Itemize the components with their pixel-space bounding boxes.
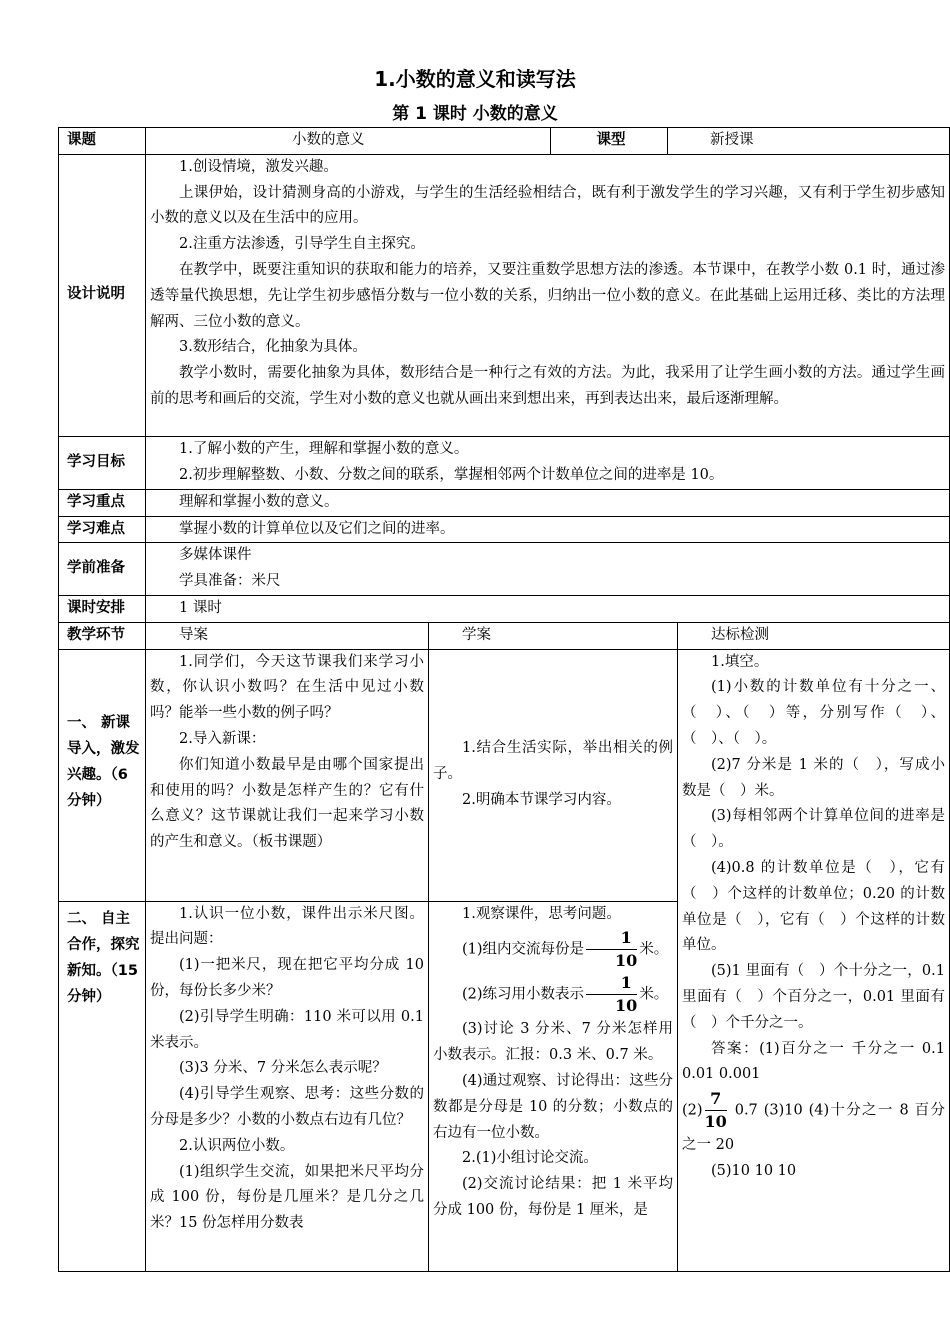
section2-study xyxy=(429,901,678,1271)
section2-label: 二、 自主合作，探究新知。（15 分钟） xyxy=(59,901,146,1271)
design-paragraph: 教学小数时，需要化抽象为具体，数形结合是一种行之有效的方法。为此，我采用了让学生画小数的方法。通过学生画前的思考和画后的交流，学生对小数的意义也就从画出来到想出来，再到表达出来，最后逐渐理解。 xyxy=(150,365,945,407)
design-paragraph: 上课伊始，设计猜测身高的小游戏，与学生的生活经验相结合，既有利于激发学生的学习兴趣，又有利于学生初步感知小数的意义以及在生活中的应用。 xyxy=(150,184,945,227)
difficulty-value: 掌握小数的计算单位以及它们之间的进率。 xyxy=(179,520,455,537)
study-paragraph: (2)交流讨论结果：把 1 米平均分成 100 份，每份是 1 厘米，是 xyxy=(433,1176,673,1218)
key-point-row xyxy=(59,489,950,516)
section1-study xyxy=(429,649,678,901)
section1-guide xyxy=(146,649,429,901)
check-header: 达标检测 xyxy=(711,626,769,643)
answer-line-2: (2) $\frac{7}{10}$ 0.7 (3)10 (4)十分之一 8 百分之一 20 xyxy=(682,1089,945,1154)
fraction-1-10: $\frac{1}{10}$ xyxy=(586,972,637,1017)
design-content xyxy=(146,154,950,436)
goal-item: 2.初步理解整数、小数、分数之间的联系，掌握相邻两个计数单位之间的进率是 10。 xyxy=(179,466,724,483)
difficulty-label: 学习难点 xyxy=(59,516,146,543)
guide-paragraph: 1.认识一位小数，课件出示米尺图。提出问题： xyxy=(150,905,424,948)
guide-paragraph: 2.导入新课： xyxy=(179,730,266,747)
study-paragraph: (3)讨论 3 分米、7 分米怎样用小数表示。汇报：0.3 米、0.7 米。 xyxy=(433,1021,673,1064)
goals-label: 学习目标 xyxy=(59,436,146,489)
lesson-plan-table xyxy=(58,127,950,1272)
answer-line: (5)10 10 10 xyxy=(711,1162,797,1179)
study-paragraph: (1)组内交流每份是 $\frac{1}{10}$ 米。 xyxy=(462,928,669,971)
check-item: (5)1 里面有（ ）个十分之一，0.1 里面有（ ）个百分之一，0.01 里面有（ ）个千分之一。 xyxy=(682,963,945,1031)
section2-guide xyxy=(146,901,429,1271)
columns-header-row xyxy=(59,622,950,649)
teaching-step-label: 教学环节 xyxy=(59,622,146,649)
guide-paragraph: 2.认识两位小数。 xyxy=(179,1137,295,1154)
preparation-item: 学具准备：米尺 xyxy=(179,573,281,590)
schedule-value: 1 课时 xyxy=(179,599,222,616)
key-point-value: 理解和掌握小数的意义。 xyxy=(179,493,339,510)
goals-row xyxy=(59,436,950,489)
goal-item: 1.了解小数的产生，理解和掌握小数的意义。 xyxy=(179,440,469,457)
guide-paragraph: (4)引导学生观察、思考：这些分数的分母是多少？小数的小数点右边有几位？ xyxy=(150,1086,424,1128)
study-header: 学案 xyxy=(462,626,491,643)
topic-label: 课题 xyxy=(59,128,146,155)
fraction-1-10: $\frac{1}{10}$ xyxy=(586,927,637,972)
design-paragraph: 2.注重方法渗透，引导学生自主探究。 xyxy=(179,236,425,253)
study-paragraph: 1.结合生活实际，举出相关的例子。 xyxy=(433,740,673,783)
check-item: 1.填空。 xyxy=(711,653,769,670)
guide-paragraph: (3)3 分米、7 分米怎么表示呢？ xyxy=(179,1060,387,1077)
section1-label: 一、 新课导入，激发兴趣。（6 分钟） xyxy=(59,649,146,901)
study-paragraph: 2.(1)小组讨论交流。 xyxy=(462,1150,598,1167)
study-paragraph: 1.观察课件，思考问题。 xyxy=(462,905,621,922)
guide-paragraph: 你们知道小数最早是由哪个国家提出和使用的吗？小数是怎样产生的？它有什么意义？这节课就让我们一起来学习小数的产生和意义。（板书课题） xyxy=(150,756,424,851)
design-paragraph: 1.创设情境，激发兴趣。 xyxy=(179,158,338,175)
check-item: (4)0.8 的计数单位是（ ），它有（ ）个这样的计数单位；0.20 的计数单位是（ ），它有（ ）个这样的计数单位。 xyxy=(682,859,945,954)
study-paragraph: (4)通过观察、讨论得出：这些分数都是分母是 10 的分数；小数点的右边有一位小数。 xyxy=(433,1072,673,1141)
design-label: 设计说明 xyxy=(59,154,146,436)
preparation-item: 多媒体课件 xyxy=(179,547,252,564)
type-label: 课型 xyxy=(551,128,668,155)
check-content xyxy=(678,649,950,1271)
schedule-label: 课时安排 xyxy=(59,595,146,622)
design-paragraph: 3.数形结合，化抽象为具体。 xyxy=(179,339,367,356)
type-value: 新授课 xyxy=(668,128,950,155)
study-paragraph: (2)练习用小数表示 $\frac{1}{10}$ 米。 xyxy=(462,973,669,1016)
fraction-7-10: $\frac{7}{10}$ xyxy=(704,1089,727,1132)
document-title: 1.小数的意义和读写法 xyxy=(374,67,576,91)
schedule-row xyxy=(59,595,950,622)
check-item: (2)7 分米是 1 米的（ ），写成小数是（ ）米。 xyxy=(682,756,945,799)
check-item: (1)小数的计数单位有十分之一、（ ）、（ ）等，分别写作（ ）、（ ）、（ ）。 xyxy=(682,679,945,747)
key-point-label: 学习重点 xyxy=(59,489,146,516)
preparation-label: 学前准备 xyxy=(59,543,146,596)
check-item: (3)每相邻两个计算单位间的进率是（ ）。 xyxy=(682,808,945,851)
guide-paragraph: (2)引导学生明确：110 米可以用 0.1 米表示。 xyxy=(150,1008,424,1051)
preparation-row xyxy=(59,543,950,596)
difficulty-row xyxy=(59,516,950,543)
guide-paragraph: (1)组织学生交流，如果把米尺平均分成 100 份，每份是几厘米？是几分之几米？15 份怎样用分数表 xyxy=(150,1163,424,1232)
design-paragraph: 在教学中，既要注重知识的获取和能力的培养，又要注重数学思想方法的渗透。本节课中，在教学小数 0.1 时，通过渗透等量代换思想，先让学生初步感悟分数与一位小数的关系，归纳出一位小数的意义。在此基础上运用迁移、类比的方法理解两、三位小数的意义。 xyxy=(150,261,945,330)
answer-line: 答案：(1)百分之一 千分之一 0.1 0.01 0.001 xyxy=(682,1040,945,1083)
topic-value: 小数的意义 xyxy=(146,128,551,155)
guide-paragraph: (1)一把米尺，现在把它平均分成 10 份，每份长多少米？ xyxy=(150,957,424,999)
design-row xyxy=(59,154,950,436)
section1-row xyxy=(59,649,950,901)
study-paragraph: 2.明确本节课学习内容。 xyxy=(462,791,621,808)
goals-content xyxy=(146,436,950,489)
lesson-subtitle: 第 1 课时 小数的意义 xyxy=(392,104,558,124)
topic-row xyxy=(59,128,950,155)
guide-header: 导案 xyxy=(179,626,208,643)
guide-paragraph: 1.同学们，今天这节课我们来学习小数，你认识小数吗？在生活中见过小数吗？能举一些小数的例子吗？ xyxy=(150,653,424,722)
